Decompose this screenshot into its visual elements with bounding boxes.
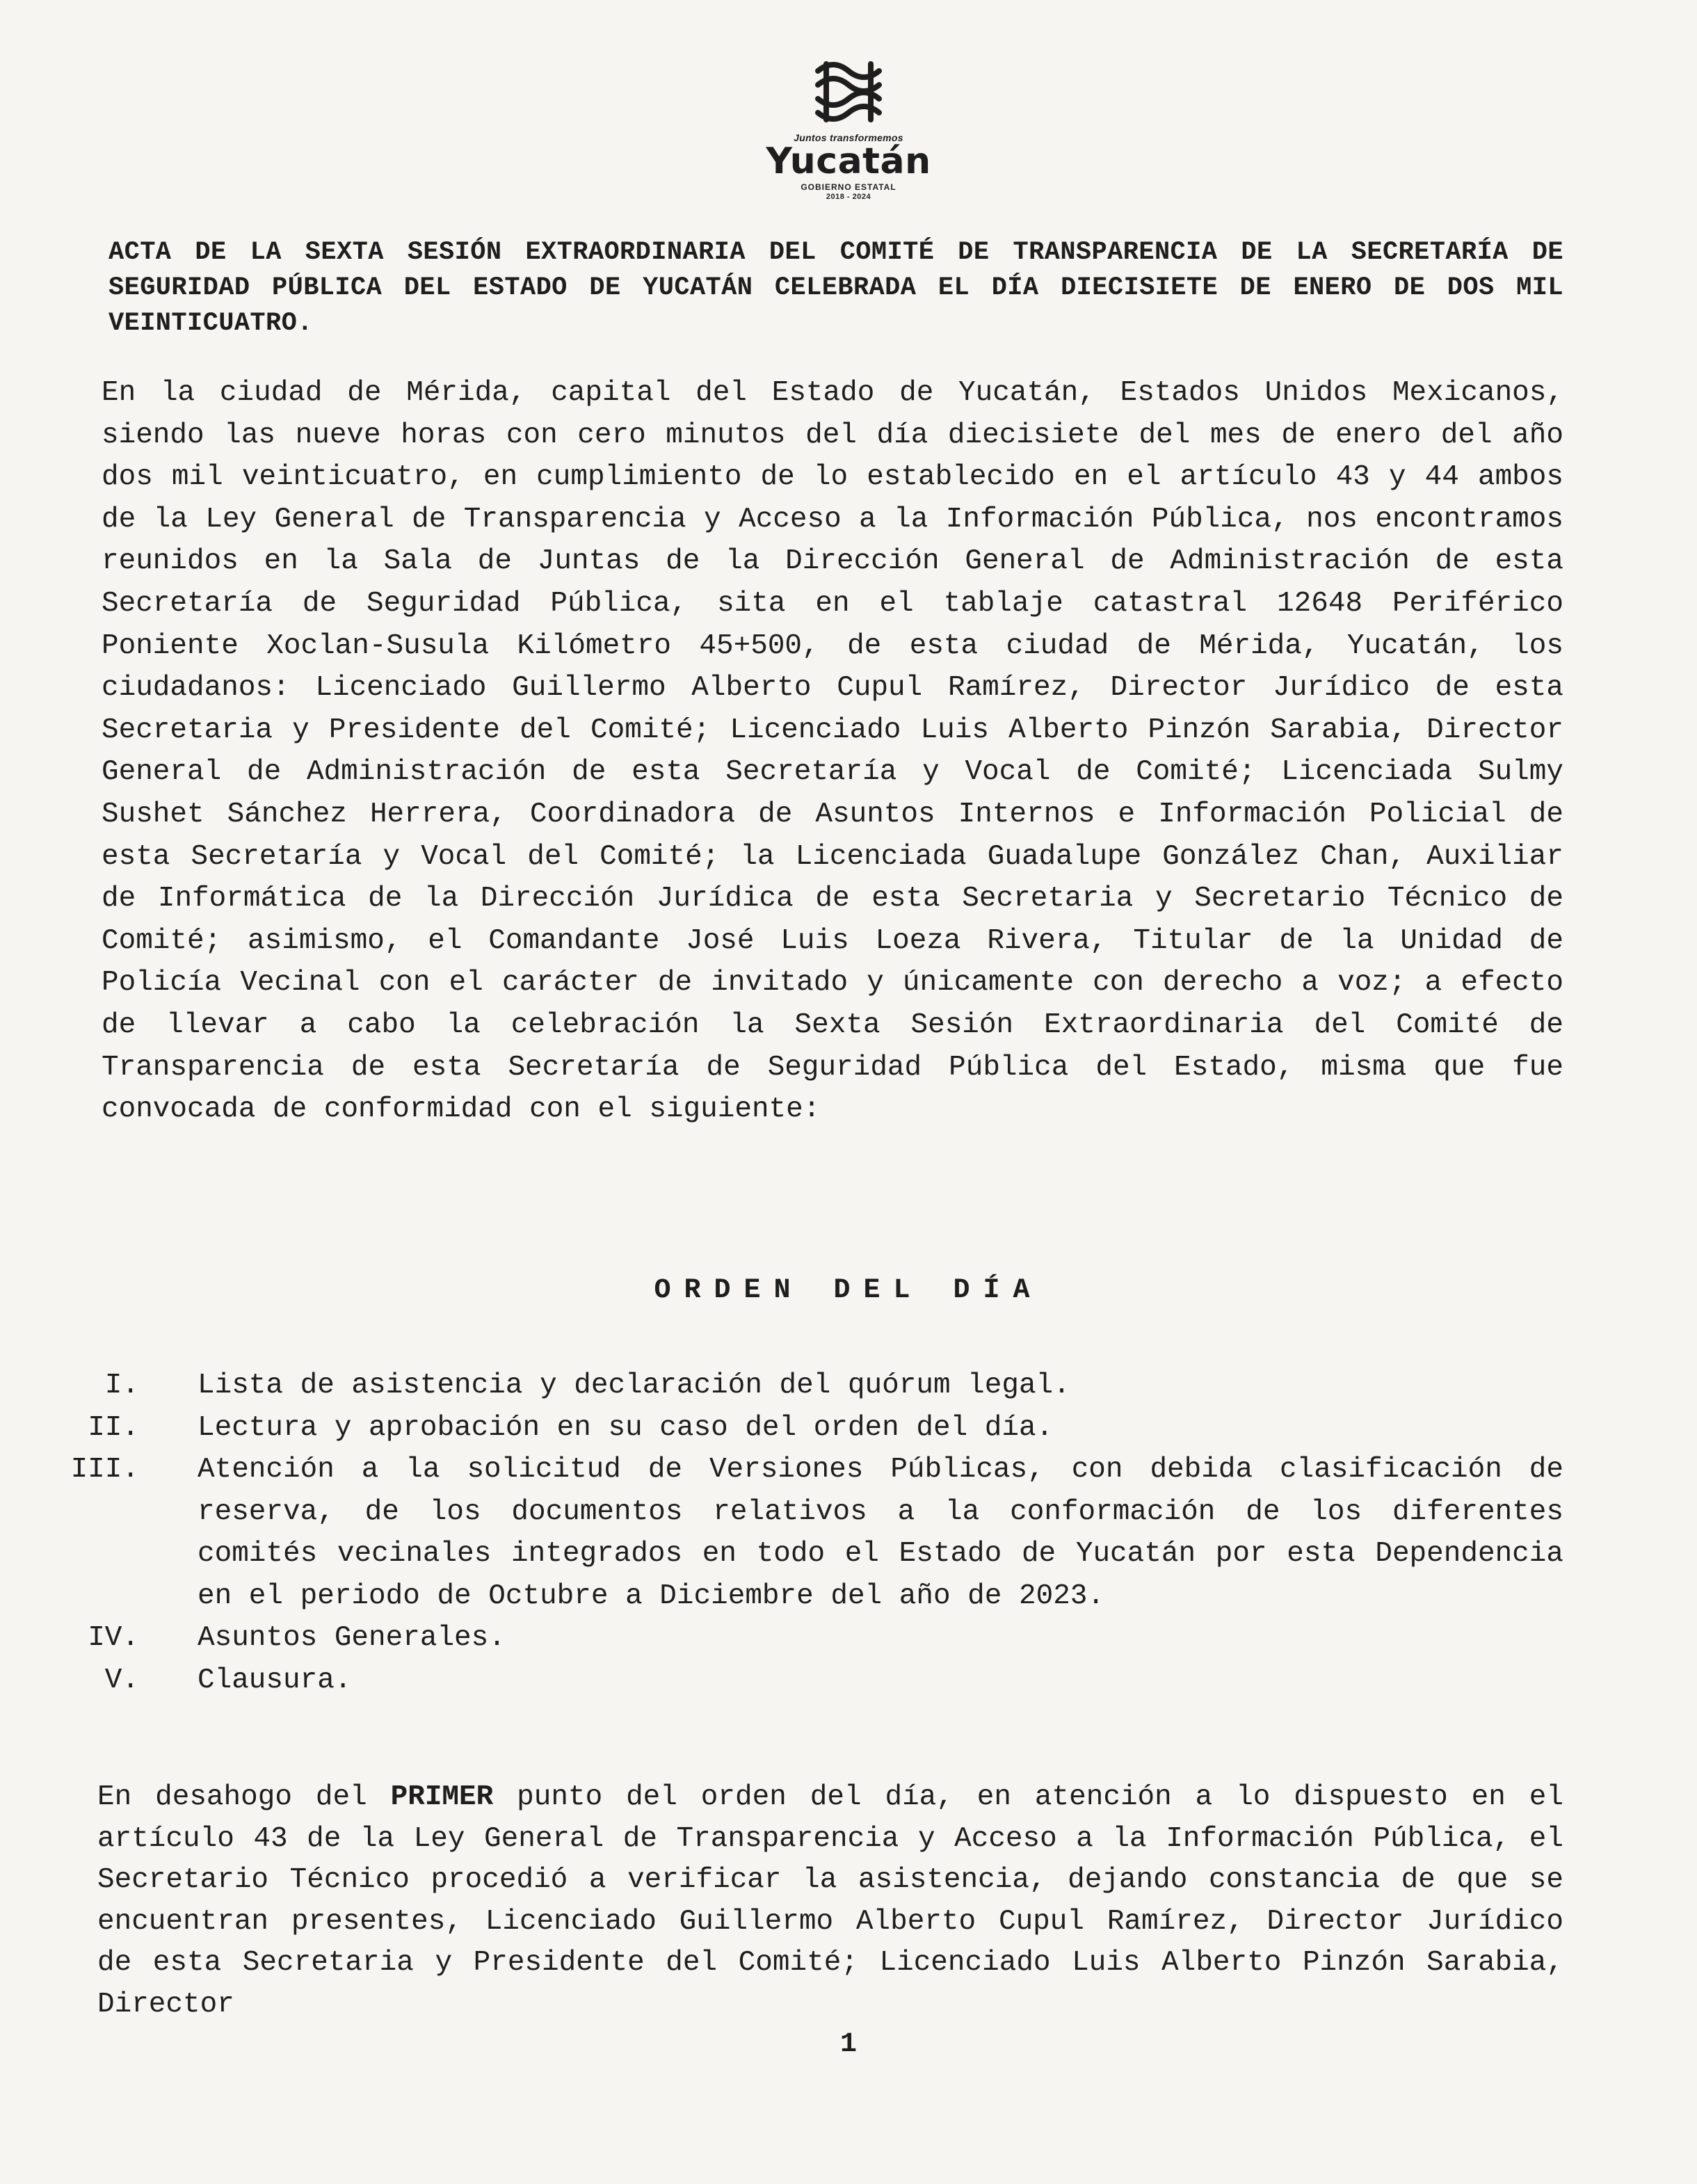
document-title: ACTA DE LA SEXTA SESIÓN EXTRAORDINARIA DEL COMITÉ DE TRANSPARENCIA DE LA SECRETARÍA DE SEGURIDAD PÚBLICA DEL ESTADO DE YUCATÁN CELEBRADA EL DÍA DIECISIETE DE ENERO DE DOS MIL VEINTICUATRO.: [108, 238, 1563, 338]
agenda-item-number: II.: [88, 1411, 139, 1444]
list-item: [61, 1660, 1563, 1702]
agenda-list: [61, 1365, 1563, 1701]
list-item: [61, 1617, 1563, 1660]
agenda-item-number: V.: [104, 1664, 139, 1696]
agenda-item-text: Lista de asistencia y declaración del quórum legal.: [198, 1370, 1070, 1402]
logo-name: Yucatán: [766, 140, 931, 182]
page-number: 1: [839, 2029, 857, 2060]
agenda-item-number: III.: [70, 1454, 139, 1486]
logo-subtitle: GOBIERNO ESTATAL: [801, 182, 896, 192]
agenda-item-text: Lectura y aprobación en su caso del orden del día.: [198, 1411, 1054, 1444]
yucatan-emblem-icon: [805, 56, 892, 128]
list-item: [61, 1449, 1563, 1617]
government-logo: [695, 56, 1002, 201]
first-point-text: punto del orden del día, en atención a lo dispuesto en el artículo 43 de la Ley General de Transparencia y Acceso a la Información Pública, el Secretario Técnico procedió a verificar la asistencia, dejando constancia de que se encuentran presentes, Licenciado Guillermo Alberto Cupul Ramírez, Director Jurídico de esta Secretaria y Presidente del Comité; Licenciado Luis Alberto Pinzón Sarabia, Director: [97, 1781, 1563, 2021]
agenda-item-number: I.: [104, 1370, 139, 1402]
intro-paragraph: En la ciudad de Mérida, capital del Estado de Yucatán, Estados Unidos Mexicanos, siendo las nueve horas con cero minutos del día diecisiete del mes de enero del año dos mil veinticuatro, en cumplimiento de lo establecido en el artículo 43 y 44 ambos de la Ley General de Transparencia y Acceso a la Información Pública, nos encontramos reunidos en la Sala de Juntas de la Dirección General de Administración de esta Secretaría de Seguridad Pública, sita en el tablaje catastral 12648 Periférico Poniente Xoclan-Susula Kilómetro 45+500, de esta ciudad de Mérida, Yucatán, los ciudadanos: Licenciado Guillermo Alberto Cupul Ramírez, Director Jurídico de esta Secretaria y Presidente del Comité; Licenciado Luis Alberto Pinzón Sarabia, Director General de Administración de esta Secretaría y Vocal de Comité; Licenciada Sulmy Sushet Sánchez Herrera, Coordinadora de Asuntos Internos e Información Policial de esta Secretaría y Vocal del Comité; la Licenciada Guadalupe González Chan, Auxiliar de Informática de la Dirección Jurídica de esta Secretaria y Secretario Técnico de Comité; asimismo, el Comandante José Luis Loeza Rivera, Titular de la Unidad de Policía Vecinal con el carácter de invitado y únicamente con derecho a voz; a efecto de llevar a cabo la celebración la Sexta Sesión Extraordinaria del Comité de Transparencia de esta Secretaría de Seguridad Pública del Estado, misma que fue convocada de conformidad con el siguiente:: [102, 377, 1563, 1126]
agenda-item-text: Clausura.: [198, 1664, 352, 1696]
first-point-lead: En desahogo del: [97, 1781, 391, 1813]
agenda-item-text: Asuntos Generales.: [198, 1622, 506, 1654]
logo-years: 2018 - 2024: [826, 193, 871, 201]
logo-tagline: Juntos transformemos: [794, 132, 903, 143]
agenda-item-text: Atención a la solicitud de Versiones Públicas, con debida clasificación de reserva, de los documentos relativos a la conformación de los diferentes comités vecinales integrados en todo el Estado de Yucatán por esta Dependencia en el periodo de Octubre a Diciembre del año de 2023.: [198, 1454, 1563, 1612]
first-point-paragraph: [97, 1777, 1563, 2025]
first-point-emphasis: PRIMER: [390, 1781, 494, 1813]
agenda-item-number: IV.: [88, 1622, 139, 1654]
list-item: [61, 1365, 1563, 1407]
agenda-heading: ORDEN DEL DÍA: [654, 1275, 1043, 1306]
list-item: [61, 1407, 1563, 1450]
